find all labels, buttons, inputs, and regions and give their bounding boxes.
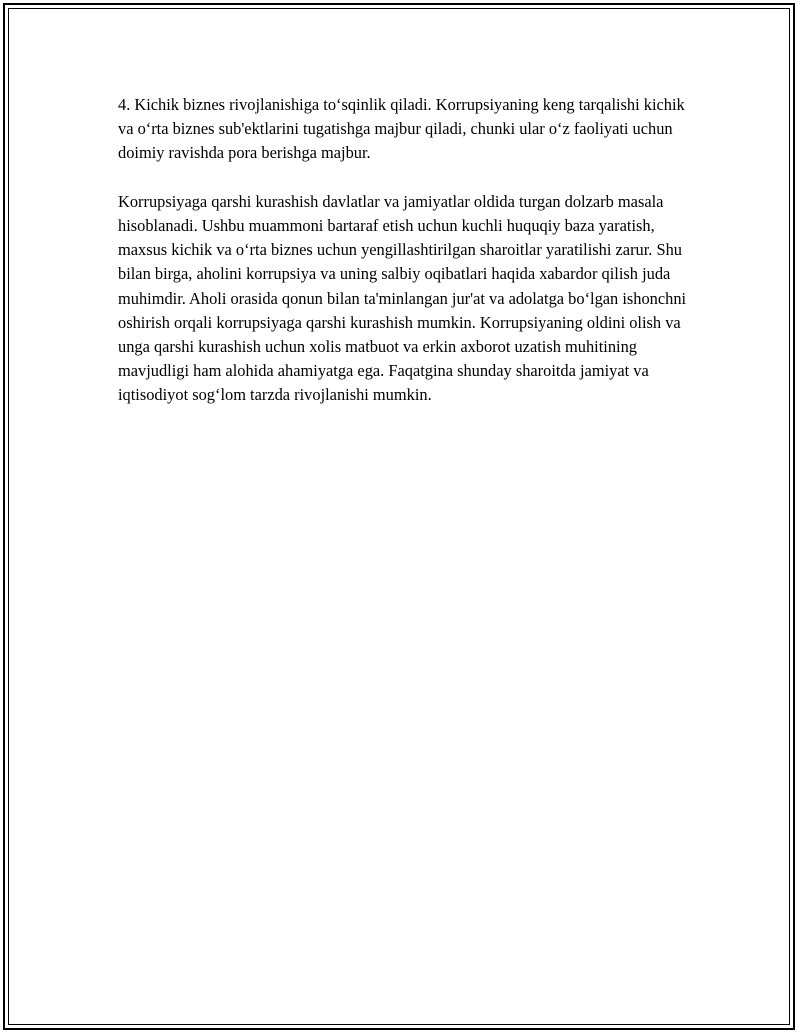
paragraph-anti-corruption: Korrupsiyaga qarshi kurashish davlatlar va jamiyatlar oldida turgan dolzarb masala hisoblanadi. Ushbu muammoni bartaraf etish uchun kuchli huquqiy baza yaratish, maxsus kichik va o‘rta biznes uchun yengillashtirilgan sharoitlar yaratilishi zarur. Shu bilan birga, aholini korrupsiya va uning salbiy oqibatlari haqida xabardor qilish juda muhimdir. Aholi orasida qonun bilan ta'minlangan jur'at va adolatga bo‘lgan ishonchni oshirish orqali korrupsiyaga qarshi kurashish mumkin. Korrupsiyaning oldini olish va unga qarshi kurashish uchun xolis matbuot va erkin axborot uzatish muhitining mavjudligi ham alohida ahamiyatga ega. Faqatgina shunday sharoitda jamiyat va iqtisodiyot sog‘lom tarzda rivojlanishi mumkin. [118,191,687,405]
document-body [118,93,698,408]
paragraph-small-business: 4. Kichik biznes rivojlanishiga to‘sqinlik qiladi. Korrupsiyaning keng tarqalishi kichik va o‘rta biznes sub'ektlarini tugatishga majbur qiladi, chunki ular o‘z faoliyati uchun doimiy ravishda pora berishga majbur. [118,95,685,163]
